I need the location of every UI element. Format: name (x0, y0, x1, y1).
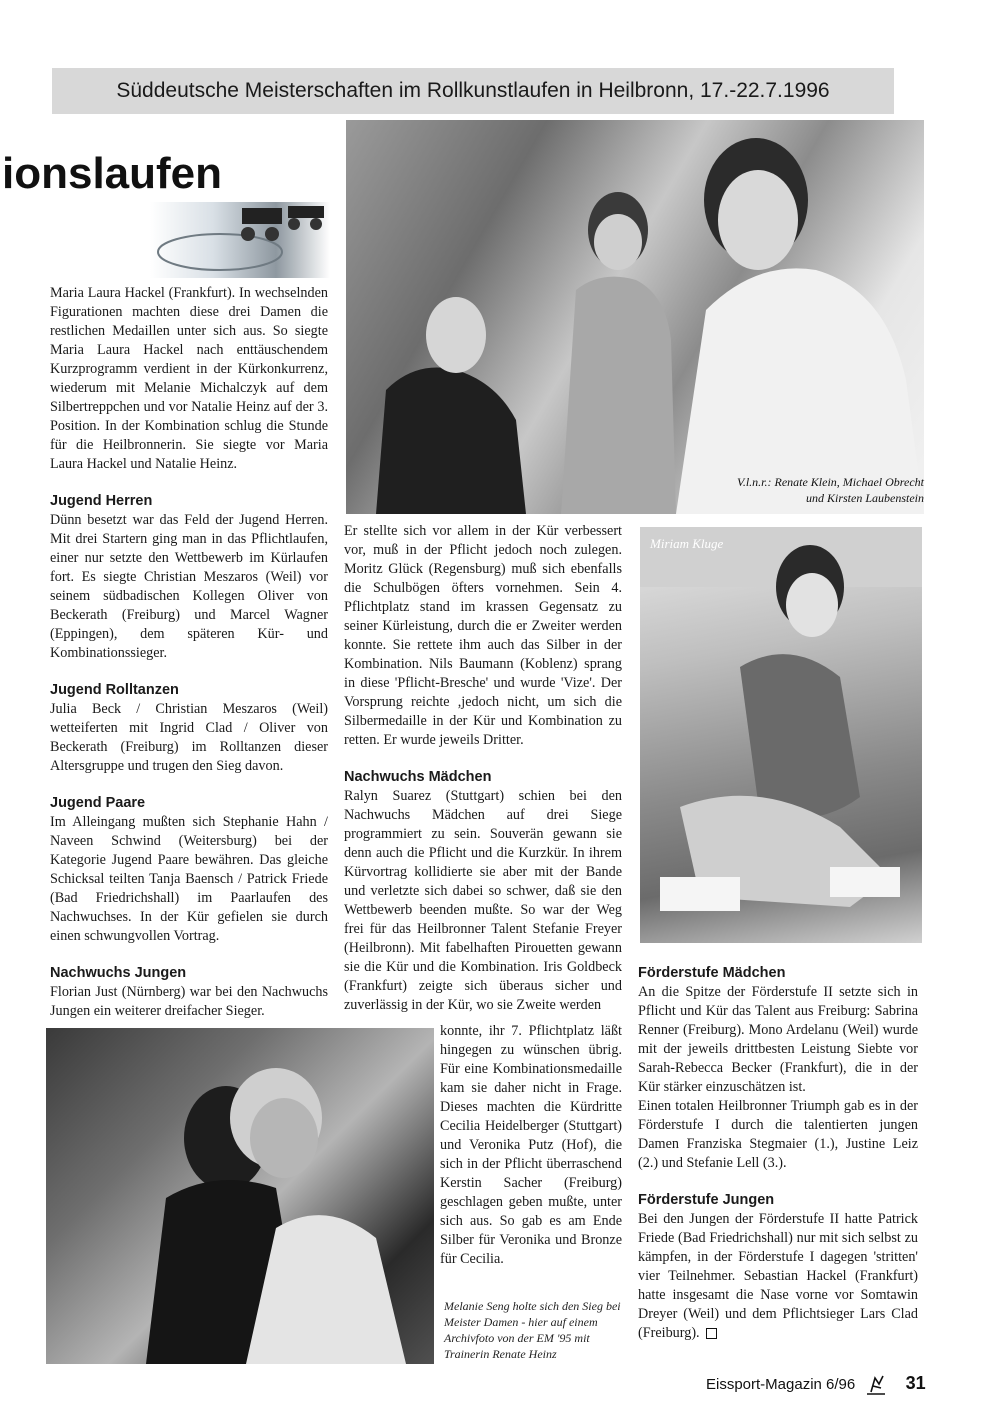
end-square-icon (706, 1328, 717, 1339)
paragraph-jugend-rolltanzen: Julia Beck / Christian Meszaros (Weil) wetteiferten mit Ingrid Clad / Oliver von Beckerath (Freiburg) im Rolltanzen dieser Altersgruppe und trugen den Sieg davon. (50, 701, 328, 774)
paragraph-nachwuchs-maedchen-cont: konnte, ihr 7. Pflichtplatz läßt hingegen zu wünschen übrig. Für eine Kombinationsmedaille kam sie daher nicht in Frage. Dieses machten die Kürdritte Cecilia Heidelberger (Stuttgart) und Veronika Putz (Hof), die sich in der Pflicht überraschend Kerstin Sacher (Freiburg) geschlagen geben mußte, unter sich aus. So gab es am Ende Silber für Veronika und Bronze für Cecilia. (440, 1023, 622, 1267)
paragraph-continuation: Er stellte sich vor allem in der Kür verbessert vor, muß in der Pflicht jedoch noch zulegen. Moritz Glück (Regensburg) muß sich ebenfalls die Schulbögen öfters vornehmen. Sein 4. Pflichtplatz stand im krassen Gegensatz zu seiner Kürleistung, durch die er Zweiter werden konnte. Sie rettete ihm auch das Silber in der Kombination. Nils Baumann (Koblenz) sprang in diese 'Pflicht-Bresche' und wurde 'Vize'. Der Vorsprung reichte ,jedoch nicht, um sich die Silbermedaille in der Kür und Kombination zu retten. Er wurde jeweils Dritter. (344, 523, 622, 748)
main-photo-figures (346, 120, 924, 514)
skater-logo-icon (863, 1374, 889, 1396)
paragraph-nachwuchs-jungen: Florian Just (Nürnberg) war bei den Nachwuchs Jungen ein weiterer dreifacher Sieger. (50, 984, 328, 1019)
main-photo-caption (737, 474, 924, 506)
column-middle (344, 522, 622, 1015)
heading-nachwuchs-maedchen: Nachwuchs Mädchen (344, 769, 492, 785)
column-left (50, 284, 328, 1021)
intro-paragraph: Maria Laura Hackel (Frankfurt). In wechselnden Figurationen machten diese drei Damen die restlichen Medaillen unter sich aus. So siegte Maria Laura Hackel nach enttäuschendem Kurzprogramm verdient in der Kürkonkurrenz, wiederum mit Melanie Michalczyk auf dem Silbertreppchen und vor Natalie Heinz auf der 3. Position. In der Kombination schlug die Stunde für die Heilbronnerin. Sie siegte vor Maria Laura Hackel und Natalie Heinz. (50, 285, 328, 472)
miriam-photo-figure (640, 527, 922, 943)
heading-nachwuchs-jungen: Nachwuchs Jungen (50, 965, 187, 981)
main-photo-caption-line1: V.l.n.r.: Renate Klein, Michael Obrecht (737, 475, 924, 489)
miriam-photo-caption: Miriam Kluge (650, 536, 724, 551)
paragraph-jugend-paare: Im Alleingang mußten sich Stephanie Hahn / Naveen Schwind (Weitersburg) bei der Kategorie Jugend Paare bewähren. Das gleiche Schicksal teilten Tanja Baensch / Patrick Friede (Bad Friedrichshall) im Paarlaufen des Nachwuchses. In der Kür gefielen sie durch einen schwungvollen Vortrag. (50, 814, 328, 944)
paragraph-nachwuchs-maedchen: Ralyn Suarez (Stuttgart) schien bei den Nachwuchs Mädchen auf drei Siege programmiert zu sein. Souverän gewann sie denn auch die Pflicht und die Kurzkür. In ihrem Kürvortrag kollidierte sie aber mit der Bande und verletzte sich dabei so schwer, daß sie den Wettbewerb beenden mußte. So war der Weg frei für das Heilbronner Talent Stefanie Freyer (Heilbronn). Mit fabelhaften Pirouetten gewann sie die Kür und die Kombination. Iris Goldbeck (Frankfurt) zeigte sich überaus sicher und zuverlässig in der Kür, wo sie Zweite werden (344, 788, 622, 1013)
heading-jugend-paare: Jugend Paare (50, 795, 146, 811)
article-title: ionslaufen (2, 149, 223, 198)
heading-jugend-rolltanzen: Jugend Rolltanzen (50, 682, 179, 698)
melanie-photo-figures (46, 1028, 434, 1364)
paragraph-foerderstufe-maedchen-2: Einen totalen Heilbronner Triumph gab es in der Förderstufe I durch die talentierten jungen Damen Franziska Stegmaier (1.), Justine Leiz (2.) und Stefanie Lell (3.). (638, 1098, 918, 1171)
article-banner: Süddeutsche Meisterschaften im Rollkunstlaufen in Heilbronn, 17.-22.7.1996 (52, 68, 894, 114)
page-footer (706, 1372, 926, 1396)
skate-illustration (150, 202, 330, 278)
paragraph-foerderstufe-jungen-text: Bei den Jungen der Förderstufe II hatte Patrick Friede (Bad Friedrichshall) nur mit sich selbst zu kämpfen, in der Förderstufe I dagegen 'stritten' vier Teilnehmer. Sebastian Hackel (Frankfurt) hatte insgesamt die Nase vorne vor Somtawin Dreyer (Weil) und dem Pflichtsieger Lars Clad (Freiburg). (638, 1211, 918, 1341)
miriam-photo (640, 527, 922, 943)
melanie-photo-caption: Melanie Seng holte sich den Sieg bei Meister Damen - hier auf einem Archivfoto von der EM '95 mit Trainerin Renate Heinz (444, 1299, 621, 1361)
heading-foerderstufe-jungen: Förderstufe Jungen (638, 1192, 775, 1208)
paragraph-jugend-herren: Dünn besetzt war das Feld der Jugend Herren. Mit drei Startern ging man in das Pflichtlaufen, einer nur setzte den Wettbewerb im Kürlaufen fort. Es siegte Christian Meszaros (Weil) vor seinem südbadischen Kollegen Oliver von Beckerath (Freiburg) und Marcel Wagner (Eppingen), dem späteren Kür- und Kombinationssieger. (50, 512, 328, 661)
heading-jugend-herren: Jugend Herren (50, 493, 153, 509)
column-middle-narrow (440, 1022, 622, 1269)
magazine-name: Eissport-Magazin 6/96 (706, 1376, 856, 1393)
main-photo-caption-line2: und Kirsten Laubenstein (805, 491, 924, 505)
melanie-photo (46, 1028, 434, 1364)
main-photo (346, 120, 924, 514)
heading-foerderstufe-maedchen: Förderstufe Mädchen (638, 965, 786, 981)
paragraph-foerderstufe-maedchen-1: An die Spitze der Förderstufe II setzte sich in Pflicht und Kür das Talent aus Freiburg: Sabrina Renner (Freiburg). Mono Ardelanu (Weil) wurde mit der jeweils drittbesten Leistung Siebte vor Sarah-Rebecca Becker (Frankfurt), die in der Kür stärker einzuschätzen ist. (638, 984, 918, 1095)
skate-photo (150, 202, 330, 278)
paragraph-foerderstufe-jungen (638, 1210, 918, 1343)
page-number: 31 (905, 1373, 926, 1393)
column-right (638, 964, 918, 1343)
